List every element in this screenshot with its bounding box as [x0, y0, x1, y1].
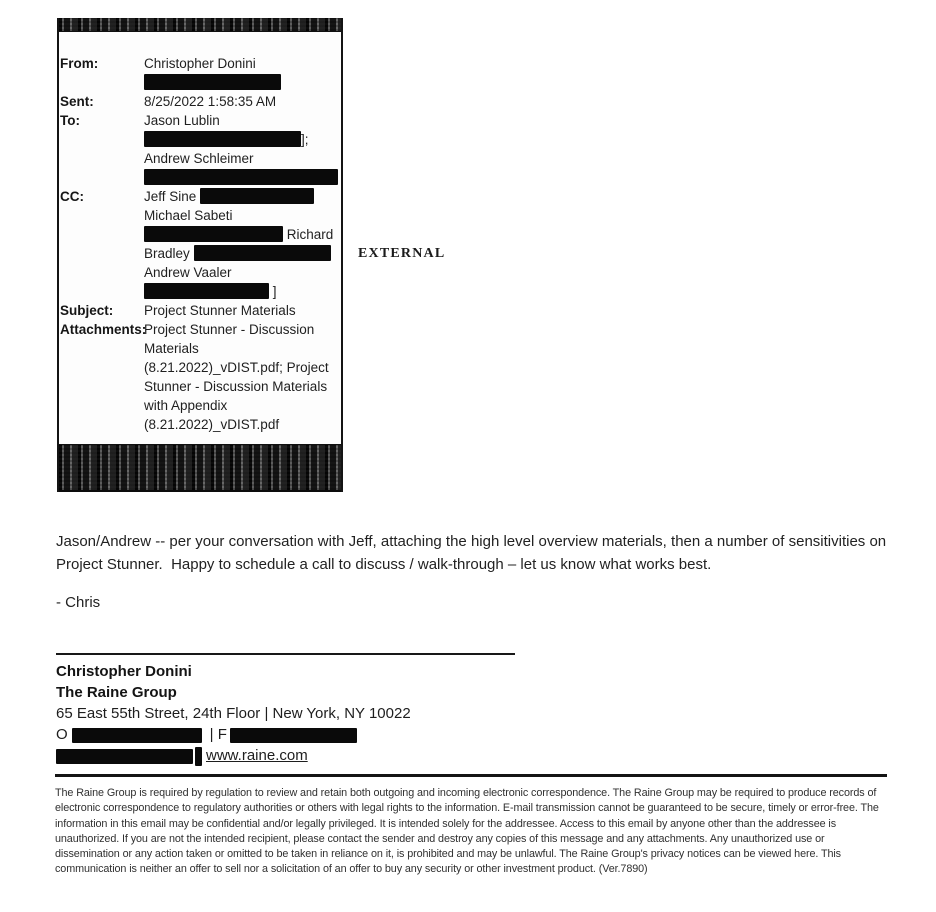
fax-phone-label: | F: [209, 726, 227, 743]
header-value-line: [144, 187, 339, 206]
redaction-bar: [144, 74, 281, 90]
header-value-text: Project Stunner Materials: [144, 303, 296, 318]
email-header-box: [57, 18, 343, 492]
header-field-row: [60, 54, 339, 92]
header-value-line: [144, 282, 339, 301]
redaction-bar: [194, 245, 331, 261]
header-value-text: ];: [301, 132, 309, 147]
signature-email-line: [56, 745, 411, 766]
header-field-value: [144, 187, 339, 301]
header-field-label: To:: [60, 113, 80, 128]
redaction-bar: [72, 728, 202, 743]
header-value-line: [144, 301, 339, 320]
footer-divider: [55, 774, 887, 777]
email-body-paragraph: Jason/Andrew -- per your conversation with Jeff, attaching the high level overview materials, then a number of sensitivities on Project Stunner. Happy to schedule a call to discuss / walk-through – let us know what works best.: [56, 533, 891, 573]
header-value-line: [144, 73, 339, 92]
header-field-row: [60, 111, 339, 187]
header-value-text: Richard: [283, 227, 334, 242]
redaction-bar: [56, 749, 193, 764]
header-value-line: [144, 149, 339, 168]
header-value-line: [144, 92, 339, 111]
signature-phone-line: [56, 724, 411, 745]
header-field-row: [60, 92, 339, 111]
header-value-line: [144, 415, 339, 434]
header-value-line: [144, 111, 339, 130]
email-signoff: - Chris: [56, 594, 101, 611]
header-field-row: [60, 320, 339, 434]
redaction-bar: [230, 728, 357, 743]
header-value-text: Christopher Donini: [144, 56, 256, 71]
external-label: EXTERNAL: [358, 246, 446, 261]
header-field-value: [144, 54, 339, 92]
scan-artifact-band-top: [59, 18, 341, 32]
header-field-label: Subject:: [60, 303, 114, 318]
redaction-bar: [144, 283, 269, 299]
header-value-text: Michael Sabeti: [144, 208, 233, 223]
redaction-bar: [144, 169, 338, 185]
header-value-line: [144, 263, 339, 282]
header-value-line: [144, 377, 339, 396]
header-value-text: Materials: [144, 341, 199, 356]
header-value-text: 8/25/2022 1:58:35 AM: [144, 94, 277, 109]
header-value-text: (8.21.2022)_vDIST.pdf; Project: [144, 360, 329, 375]
header-value-line: [144, 320, 339, 339]
header-value-line: [144, 168, 339, 187]
signature-address: 65 East 55th Street, 24th Floor | New York, NY 10022: [56, 705, 411, 722]
header-value-text: (8.21.2022)_vDIST.pdf: [144, 417, 280, 432]
header-value-text: Andrew Schleimer: [144, 151, 254, 166]
header-field-row: [60, 187, 339, 301]
header-value-text: Jason Lublin: [144, 113, 220, 128]
header-value-text: Jeff Sine: [144, 189, 201, 204]
signature-company: The Raine Group: [56, 684, 177, 701]
header-value-line: [144, 358, 339, 377]
header-value-line: [144, 396, 339, 415]
office-phone-label: O: [56, 726, 68, 743]
header-value-line: [144, 206, 339, 225]
header-field-value: [144, 301, 339, 320]
signature-block: [56, 661, 411, 766]
header-value-text: Bradley: [144, 246, 194, 261]
signature-name: Christopher Donini: [56, 663, 192, 680]
header-field-value: [144, 320, 339, 434]
redaction-bar: [195, 747, 202, 766]
scan-artifact-band-bottom: [59, 444, 341, 492]
redaction-bar: [144, 226, 283, 242]
header-field-value: [144, 111, 339, 187]
header-field-row: [60, 301, 339, 320]
header-field-label: Sent:: [60, 94, 94, 109]
header-value-text: Project Stunner - Discussion: [144, 322, 315, 337]
header-field-label: CC:: [60, 189, 84, 204]
header-field-value: [144, 92, 339, 111]
redaction-bar: [200, 188, 314, 204]
header-field-label: Attachments:: [60, 322, 147, 337]
redaction-bar: [144, 131, 301, 147]
website-link[interactable]: www.raine.com: [206, 747, 308, 764]
header-value-text: ]: [269, 284, 277, 299]
signature-divider: [56, 653, 515, 655]
header-value-line: [144, 225, 339, 244]
header-value-text: with Appendix: [144, 398, 228, 413]
header-value-text: Andrew Vaaler: [144, 265, 232, 280]
header-field-label: From:: [60, 56, 99, 71]
header-value-text: Stunner - Discussion Materials: [144, 379, 328, 394]
header-value-line: [144, 244, 339, 263]
disclaimer-text: The Raine Group is required by regulation to review and retain both outgoing and incoming electronic correspondence. The Raine Group may be required to produce records of electronic correspondence to regulatory authorities or others with legal rights to the information. E-mail transmission cannot be guaranteed to be secure, timely or error-free. The information in this email may be confidential and/or legally privileged. It is intended solely for the addressee. Access to this email by anyone other than the addressee is unauthorized. If you are not the intended recipient, please contact the sender and destroy any copies of this message and any attachments. Any unauthorized use or dissemination or any action taken or omitted to be taken in reliance on it, is prohibited and may be unlawful. The Raine Group's privacy notices can be viewed here. This communication is neither an offer to sell nor a solicitation of an offer to buy any security or other investment product. (Ver.7890): [55, 787, 879, 876]
header-value-line: [144, 54, 339, 73]
header-value-line: [144, 130, 339, 149]
header-value-line: [144, 339, 339, 358]
email-header-fields: [59, 32, 341, 444]
